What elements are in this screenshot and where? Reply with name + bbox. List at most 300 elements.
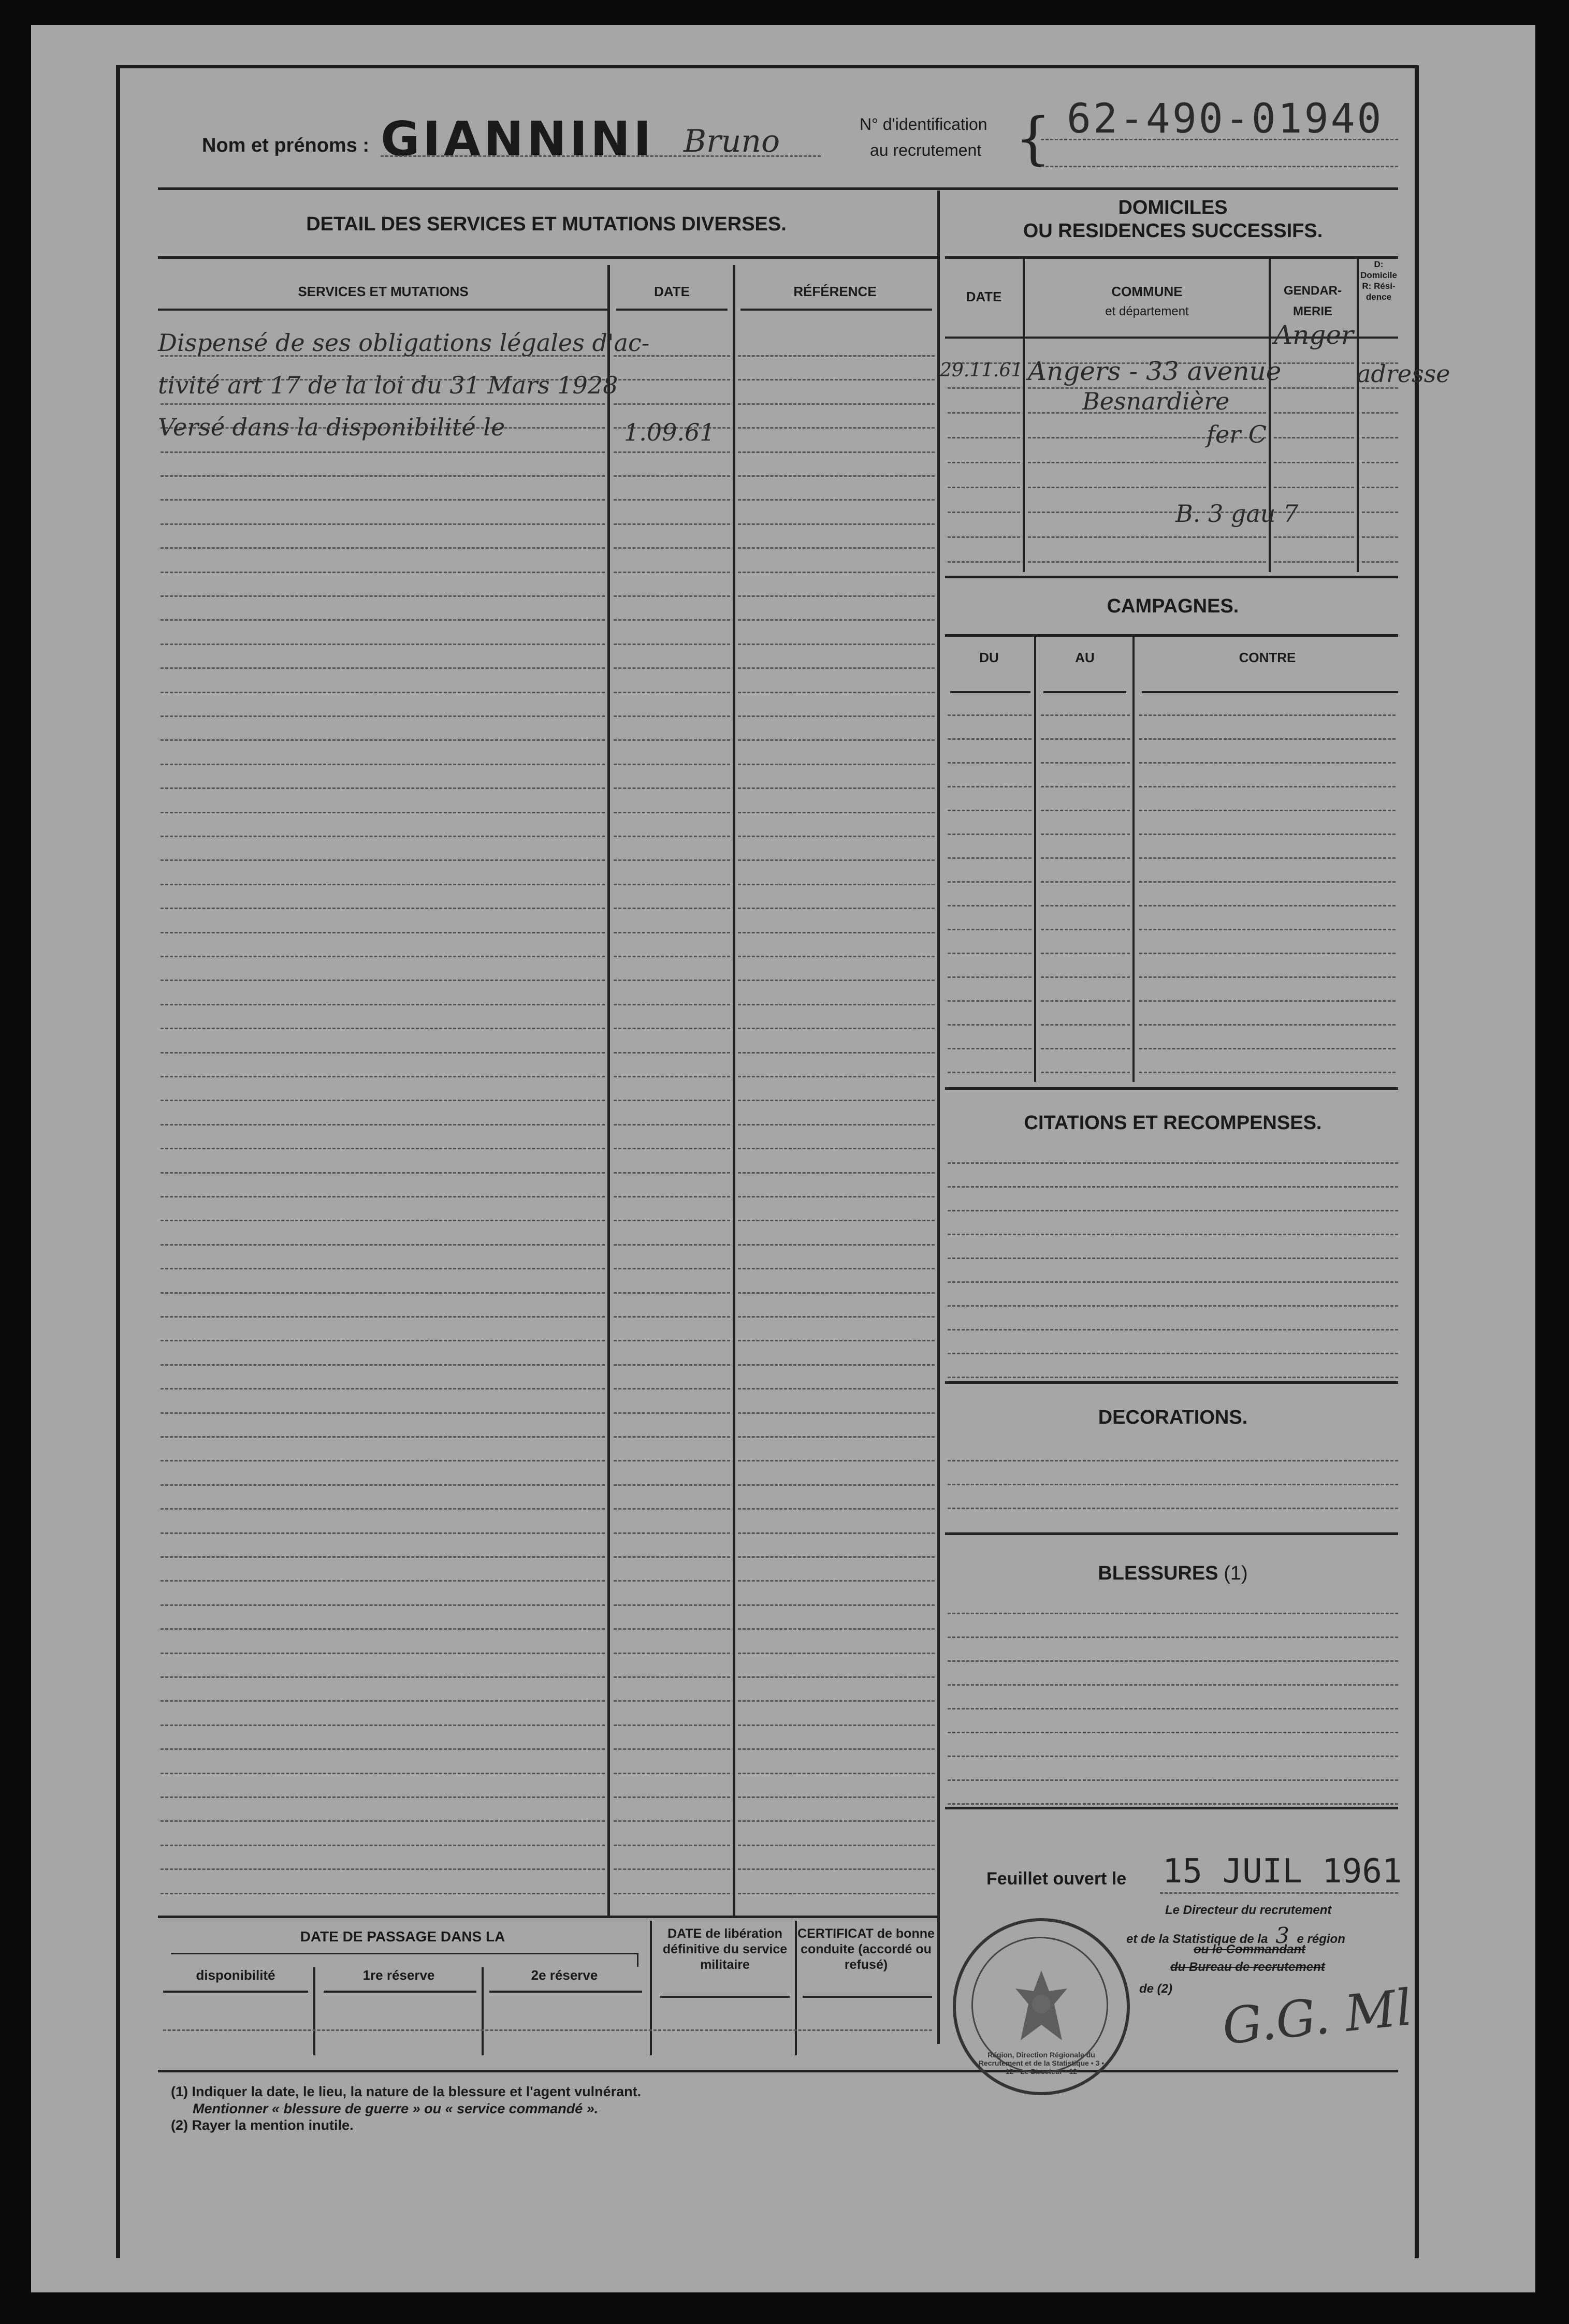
ruled-line [738, 1748, 935, 1750]
ruled-line [738, 1220, 935, 1221]
ruled-line [1362, 462, 1398, 463]
dom-col-date: DATE [966, 289, 1002, 304]
domiciles-title-line2: OU RESIDENCES SUCCESSIFS. [1023, 220, 1323, 242]
ruled-line [738, 1052, 935, 1054]
ruled-line [161, 1220, 605, 1221]
ruled-line [948, 976, 1032, 978]
ruled-line [948, 1353, 1398, 1354]
ruled-line [738, 1196, 935, 1197]
ruled-line [161, 859, 605, 861]
camp-divider-1 [1034, 637, 1036, 1082]
ruled-line [614, 1460, 730, 1461]
dom-entry-date: 29.11.61 [940, 360, 1023, 381]
service-entry-date: 1.09.61 [624, 418, 715, 446]
ruled-line [161, 572, 605, 573]
ruled-line [1041, 1072, 1130, 1073]
ruled-line [948, 1258, 1398, 1259]
ruled-line [1274, 412, 1354, 414]
dom-col-commune-line1: COMMUNE [1111, 284, 1183, 299]
ruled-line [738, 1100, 935, 1101]
camp-divider-2 [1132, 637, 1135, 1082]
ruled-line [161, 1484, 605, 1486]
ruled-line [161, 1508, 605, 1510]
ruled-line [738, 1700, 935, 1702]
ruled-line [738, 932, 935, 933]
domiciles-bottom-rule [945, 576, 1398, 578]
ruled-line [1274, 487, 1354, 488]
note-2: (2) Rayer la mention inutile. [171, 2117, 354, 2133]
ruled-line [738, 812, 935, 813]
ruled-line [1274, 387, 1354, 389]
ruled-line [948, 1048, 1032, 1049]
ruled-line [948, 1377, 1398, 1378]
ruled-line [948, 1460, 1398, 1461]
camp-col-contre: CONTRE [1239, 650, 1296, 665]
ruled-line [614, 1556, 730, 1558]
ruled-line [738, 1172, 935, 1174]
ruled-line [1041, 857, 1130, 859]
passage-head-rule-1 [163, 1991, 308, 1993]
ruled-line [948, 437, 1020, 439]
citations-title: CITATIONS ET RECOMPENSES. [1024, 1112, 1322, 1134]
ruled-line [1274, 462, 1354, 463]
ruled-line [614, 1796, 730, 1798]
ruled-line [161, 1604, 605, 1606]
ruled-line [738, 547, 935, 549]
ruled-line [614, 1893, 730, 1894]
ruled-line [738, 1845, 935, 1846]
ruled-line [161, 1052, 605, 1054]
ruled-line [614, 1508, 730, 1510]
signature: G.G. Ml [1219, 1978, 1415, 2056]
ruled-line [738, 1412, 935, 1414]
ruled-line [738, 1580, 935, 1582]
ruled-line [161, 1292, 605, 1294]
ruled-line [948, 1684, 1398, 1686]
ruled-line [161, 1388, 605, 1390]
ruled-line [614, 787, 730, 789]
ruled-line [948, 762, 1032, 764]
ruled-line [738, 884, 935, 885]
camp-colhead-rule-2 [1043, 691, 1126, 693]
ruled-line [614, 547, 730, 549]
name-underline [381, 155, 821, 157]
ruled-line [1041, 905, 1130, 907]
directeur-line2a: et de la Statistique de la [1126, 1932, 1268, 1946]
note-1-line-2: Mentionner « blessure de guerre » ou « service commandé ». [193, 2101, 599, 2116]
ruled-line [161, 1796, 605, 1798]
ruled-line [738, 1316, 935, 1318]
ruled-line [948, 834, 1032, 835]
ruled-line [161, 739, 605, 741]
dom-entry-address-2: Besnardière [1082, 387, 1230, 415]
ruled-line [1139, 857, 1396, 859]
dom-col-domicile: D: Domicile R: Rési- dence [1360, 259, 1397, 302]
ruled-line [1028, 561, 1266, 563]
dom-col-gendarmerie-line1: GENDAR- [1284, 284, 1342, 298]
ruled-line [161, 1532, 605, 1534]
dom-col-gendarmerie-line2: MERIE [1292, 304, 1332, 318]
camp-col-au: AU [1075, 650, 1095, 665]
ruled-line [738, 1724, 935, 1726]
ruled-line [1041, 810, 1130, 811]
passage-head-rule-5 [803, 1996, 932, 1998]
ruled-line [161, 1196, 605, 1197]
ruled-line [614, 1845, 730, 1846]
domiciles-title-rule [945, 256, 1398, 259]
ruled-line [161, 932, 605, 933]
id-line-2 [1041, 166, 1398, 167]
ruled-line [1139, 714, 1396, 716]
ruled-line [161, 403, 605, 405]
ruled-line [161, 595, 605, 597]
ruled-line [1139, 976, 1396, 978]
ruled-line [161, 1244, 605, 1246]
ruled-line [738, 1388, 935, 1390]
ruled-line [738, 1628, 935, 1630]
ruled-line [161, 884, 605, 885]
decorations-bottom-rule [945, 1532, 1398, 1535]
ruled-line [1041, 714, 1130, 716]
ruled-line [614, 595, 730, 597]
ruled-line [948, 1779, 1398, 1781]
ruled-line [614, 1124, 730, 1126]
ruled-line [161, 1028, 605, 1029]
passage-col-certificat: CERTIFICAT de bonne conduite (accordé ou refusé) [797, 1926, 935, 1972]
ruled-line [1041, 881, 1130, 883]
strike-line1: ou le Commandant [1194, 1942, 1306, 1956]
ruled-line [161, 787, 605, 789]
ruled-line [614, 884, 730, 885]
ruled-line [614, 1868, 730, 1870]
ruled-line [948, 1072, 1032, 1073]
ruled-line [1362, 511, 1398, 513]
ruled-line [614, 1484, 730, 1486]
ruled-line [614, 1028, 730, 1029]
passage-divider-2 [482, 1967, 484, 2055]
services-col-divider-2 [733, 265, 735, 1916]
passage-divider-1 [313, 1967, 315, 2055]
ruled-line [1362, 536, 1398, 538]
ruled-line [738, 667, 935, 669]
campagnes-title: CAMPAGNES. [1107, 595, 1239, 617]
passage-divider-3 [650, 1921, 652, 2055]
ruled-line [161, 644, 605, 645]
passage-bracket [171, 1953, 638, 1967]
blessures-bottom-rule [945, 1807, 1398, 1809]
ruled-line [738, 1796, 935, 1798]
col-date: DATE [654, 284, 690, 299]
ruled-line [738, 403, 935, 405]
ruled-line [738, 379, 935, 381]
ruled-line [738, 475, 935, 477]
ruled-line [161, 1004, 605, 1005]
ruled-line [614, 1196, 730, 1197]
dom-divider-1 [1023, 259, 1025, 572]
dom-divider-3 [1357, 259, 1359, 572]
directeur-line1: Le Directeur du recrutement [1165, 1903, 1332, 1917]
ruled-line [161, 499, 605, 501]
ruled-line [1041, 834, 1130, 835]
camp-colhead-rule-3 [1142, 691, 1398, 693]
ruled-line [161, 1820, 605, 1822]
ruled-line [738, 1532, 935, 1534]
ruled-line [948, 1281, 1398, 1283]
stamp-text: Région, Direction Régionale du Recrutement et de la Statistique • 3 • 12 • Le Directeur • 12 [978, 2051, 1105, 2075]
ruled-line [738, 1148, 935, 1149]
ruled-line [161, 1773, 605, 1774]
ruled-line [161, 667, 605, 669]
services-colhead-rule-2 [616, 309, 728, 311]
ruled-line [948, 1162, 1398, 1164]
ruled-line [1041, 1024, 1130, 1026]
ruled-line [738, 859, 935, 861]
ruled-line [1274, 561, 1354, 563]
ruled-line [614, 1220, 730, 1221]
name-label: Nom et prénoms : [202, 135, 370, 156]
feuillet-date: 15 JUIL 1961 [1163, 1852, 1402, 1891]
passage-col-liberation: DATE de libération définitive du service militaire [662, 1926, 788, 1972]
ruled-line [738, 1773, 935, 1774]
ruled-line [738, 1436, 935, 1438]
dom-entry-note: B. 3 gau 7 [1175, 500, 1299, 528]
id-brace: { [1015, 105, 1051, 171]
ruled-line [161, 619, 605, 621]
ruled-line [1139, 810, 1396, 811]
ruled-line [948, 881, 1032, 883]
id-number: 62-490-01940 [1067, 96, 1384, 142]
dom-entry-residence: adresse [1357, 360, 1450, 388]
ruled-line [738, 427, 935, 429]
ruled-line [161, 523, 605, 525]
ruled-line [614, 1532, 730, 1534]
ruled-line [614, 1100, 730, 1101]
ruled-line [1028, 462, 1266, 463]
service-entry-2: tivité art 17 de la loi du 31 Mars 1928 [158, 371, 618, 399]
ruled-line [161, 1268, 605, 1269]
passage-row-1 [163, 2029, 932, 2031]
ruled-line [948, 1732, 1398, 1733]
ruled-line [1139, 1024, 1396, 1026]
ruled-line [161, 1868, 605, 1870]
passage-head-rule-2 [324, 1991, 476, 1993]
ruled-line [738, 1676, 935, 1678]
ruled-line [738, 1653, 935, 1654]
dom-entry-address-1: Angers - 33 avenue [1028, 356, 1282, 386]
ruled-line [614, 1388, 730, 1390]
ruled-line [161, 547, 605, 549]
id-label-line1: N° d'identification [860, 115, 987, 134]
ruled-line [948, 953, 1032, 954]
ruled-line [948, 387, 1020, 389]
ruled-line [614, 1700, 730, 1702]
ruled-line [1139, 881, 1396, 883]
ruled-line [948, 536, 1020, 538]
ruled-line [948, 1508, 1398, 1509]
ruled-line [948, 1613, 1398, 1614]
ruled-line [1139, 834, 1396, 835]
ruled-line [948, 487, 1020, 488]
ruled-line [614, 836, 730, 837]
ruled-line [614, 1004, 730, 1005]
ruled-line [1274, 362, 1354, 364]
ruled-line [738, 692, 935, 693]
strike-line2: du Bureau de recrutement [1170, 1960, 1325, 1974]
ruled-line [948, 857, 1032, 859]
ruled-line [161, 1100, 605, 1101]
ruled-line [614, 956, 730, 957]
ruled-line [738, 1268, 935, 1269]
ruled-line [1041, 953, 1130, 954]
ruled-line [948, 511, 1020, 513]
ruled-line [614, 1628, 730, 1630]
ruled-line [738, 1604, 935, 1606]
ruled-line [738, 715, 935, 717]
ruled-line [161, 836, 605, 837]
ruled-line [738, 451, 935, 453]
ruled-line [948, 1803, 1398, 1805]
ruled-line [161, 475, 605, 477]
ruled-line [614, 932, 730, 933]
campagnes-bottom-rule [945, 1087, 1398, 1090]
dom-col-commune-line2: et département [1105, 304, 1189, 318]
feuillet-label: Feuillet ouvert le [986, 1869, 1127, 1889]
ruled-line [948, 738, 1032, 740]
campagnes-title-rule [945, 634, 1398, 637]
camp-col-du: DU [979, 650, 999, 665]
ruled-line [614, 1436, 730, 1438]
ruled-line [1028, 536, 1266, 538]
ruled-line [738, 1364, 935, 1366]
passage-head-rule-4 [660, 1996, 790, 1998]
ruled-line [738, 739, 935, 741]
col-services-mutations: SERVICES ET MUTATIONS [298, 284, 469, 299]
ruled-line [161, 1460, 605, 1461]
ruled-line [1041, 738, 1130, 740]
ruled-line [161, 812, 605, 813]
ruled-line [161, 1172, 605, 1174]
ruled-line [614, 475, 730, 477]
ruled-line [161, 1580, 605, 1582]
ruled-line [948, 412, 1020, 414]
ruled-line [948, 1186, 1398, 1188]
ruled-line [738, 1292, 935, 1294]
ruled-line [738, 764, 935, 765]
ruled-line [161, 1653, 605, 1654]
ruled-line [161, 1076, 605, 1077]
ruled-line [614, 1340, 730, 1341]
ruled-line [614, 1580, 730, 1582]
ruled-line [948, 1756, 1398, 1757]
ruled-line [614, 1676, 730, 1678]
ruled-line [161, 1676, 605, 1678]
ruled-line [738, 1340, 935, 1341]
ruled-line [161, 1724, 605, 1726]
ruled-line [1139, 953, 1396, 954]
ruled-line [1041, 929, 1130, 930]
blessures-note-ref: (1) [1224, 1562, 1248, 1584]
ruled-line [738, 1508, 935, 1510]
ruled-line [614, 859, 730, 861]
ruled-line [614, 739, 730, 741]
surname: GIANNINI [381, 111, 655, 167]
ruled-line [614, 812, 730, 813]
ruled-line [614, 667, 730, 669]
ruled-line [1139, 905, 1396, 907]
blessures-heading [940, 1562, 1406, 1585]
ruled-line [948, 905, 1032, 907]
bottom-rule [158, 2070, 1398, 2072]
ruled-line [1041, 1000, 1130, 1002]
decorations-title: DECORATIONS. [1098, 1407, 1248, 1428]
passage-col-2e-reserve: 2e réserve [531, 1967, 598, 1983]
ruled-line [161, 1364, 605, 1366]
ruled-line [948, 786, 1032, 787]
ruled-line [1139, 1048, 1396, 1049]
ruled-line [614, 451, 730, 453]
ruled-line [614, 1292, 730, 1294]
ruled-line [738, 956, 935, 957]
ruled-line [738, 980, 935, 981]
ruled-line [161, 715, 605, 717]
ruled-line [948, 714, 1032, 716]
ruled-line [614, 403, 730, 405]
ruled-line [738, 1460, 935, 1461]
service-entry-3: Versé dans la disponibilité le [158, 413, 505, 441]
ruled-line [161, 1124, 605, 1126]
ruled-line [161, 1340, 605, 1341]
passage-col-disponibilite: disponibilité [196, 1967, 275, 1983]
services-title-rule [158, 256, 937, 259]
ruled-line [614, 1748, 730, 1750]
ruled-line [614, 1724, 730, 1726]
ruled-line [614, 908, 730, 909]
ruled-line [948, 1636, 1398, 1638]
first-name: Bruno [684, 123, 780, 159]
ruled-line [948, 1305, 1398, 1307]
region-number: 3 [1275, 1923, 1289, 1948]
passage-col-1re-reserve: 1re réserve [362, 1967, 435, 1983]
ruled-line [1139, 1000, 1396, 1002]
ruled-line [1041, 976, 1130, 978]
ruled-line [1139, 762, 1396, 764]
ruled-line [614, 1604, 730, 1606]
header-bottom-rule [158, 187, 1398, 190]
ruled-line [614, 1244, 730, 1246]
ruled-line [161, 1893, 605, 1894]
ruled-line [948, 1210, 1398, 1211]
ruled-line [1362, 487, 1398, 488]
ruled-line [614, 499, 730, 501]
ruled-line [614, 1052, 730, 1054]
ruled-line [738, 644, 935, 645]
ruled-line [614, 1364, 730, 1366]
ruled-line [738, 1244, 935, 1246]
ruled-line [738, 1004, 935, 1005]
ruled-line [948, 1660, 1398, 1662]
de-label: de (2) [1139, 1982, 1173, 1996]
camp-colhead-rule-1 [950, 691, 1030, 693]
ruled-line [738, 499, 935, 501]
ruled-line [614, 379, 730, 381]
ruled-line [614, 1172, 730, 1174]
ruled-line [1041, 1048, 1130, 1049]
ruled-line [948, 929, 1032, 930]
ruled-line [1041, 762, 1130, 764]
services-col-divider-1 [607, 265, 610, 1916]
services-colhead-rule-3 [740, 309, 932, 311]
services-colhead-rule-1 [158, 309, 608, 311]
